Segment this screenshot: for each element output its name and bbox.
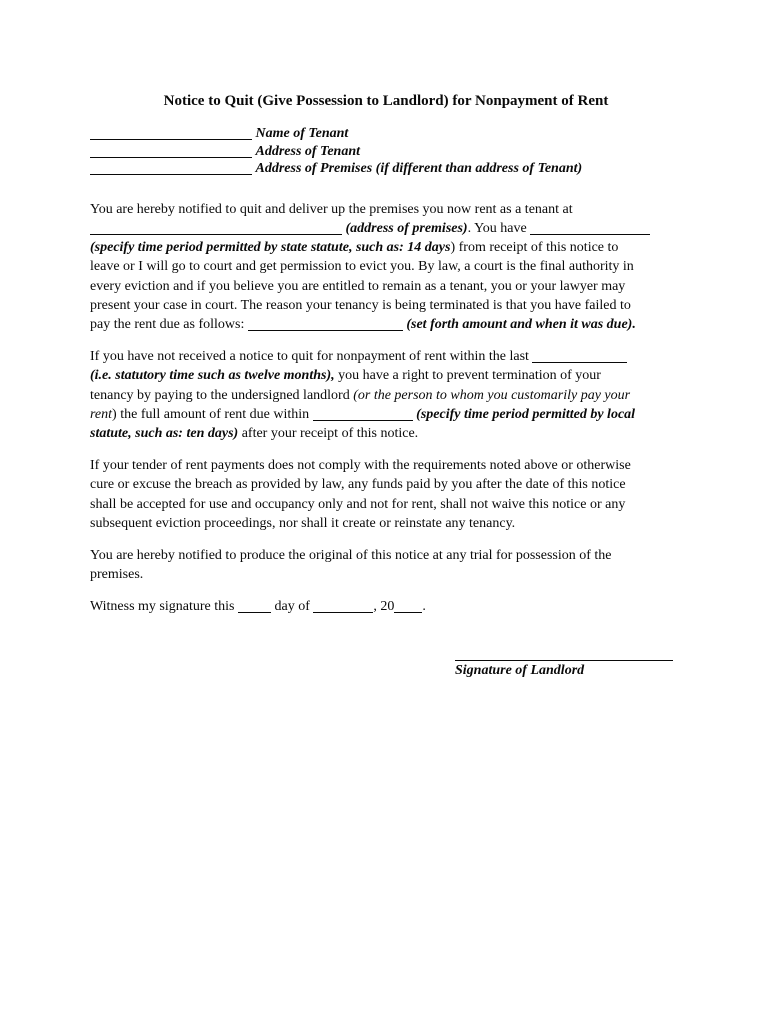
text-run: ) from receipt of this notice to bbox=[450, 240, 619, 256]
text-run: statute, such as: ten days) bbox=[90, 426, 239, 442]
blank-field bbox=[90, 127, 252, 140]
text-run: . bbox=[422, 598, 426, 614]
blank-field bbox=[238, 600, 271, 613]
blank-field bbox=[532, 350, 627, 363]
paragraph bbox=[90, 200, 682, 335]
paragraph bbox=[90, 546, 682, 585]
tenant-line-label: Address of Tenant bbox=[255, 143, 361, 159]
blank-field bbox=[90, 162, 252, 175]
text-line bbox=[90, 296, 682, 315]
text-line bbox=[90, 238, 682, 257]
text-run: tenancy by paying to the undersigned landlord bbox=[90, 387, 354, 403]
signature-label: Signature of Landlord bbox=[455, 663, 585, 679]
text-run: rent bbox=[90, 406, 113, 422]
text-line bbox=[90, 347, 682, 366]
text-line bbox=[90, 257, 682, 276]
tenant-line bbox=[90, 143, 682, 161]
blank-field bbox=[530, 222, 650, 235]
text-run: (specify time period permitted by state statute, such as: 14 days bbox=[90, 240, 451, 256]
text-run: pay the rent due as follows: bbox=[90, 317, 248, 333]
text-line bbox=[90, 277, 682, 296]
witness-line bbox=[90, 597, 682, 616]
text-run: (i.e. statutory time such as twelve months), bbox=[90, 368, 335, 384]
text-line bbox=[90, 597, 682, 616]
text-run: You are hereby notified to quit and deliver up the premises you now rent as a tenant at bbox=[90, 201, 573, 217]
text-line bbox=[90, 565, 682, 584]
text-run: Witness my signature this bbox=[90, 598, 238, 614]
text-run: (address of premises) bbox=[345, 220, 468, 236]
text-run: ) the full amount of rent due within bbox=[112, 406, 313, 422]
text-line bbox=[90, 424, 682, 443]
signature-block bbox=[455, 660, 673, 680]
text-line bbox=[90, 475, 682, 494]
blank-field bbox=[313, 600, 373, 613]
text-run: You are hereby notified to produce the original of this notice at any trial for possession of the bbox=[90, 547, 612, 563]
text-run: subsequent eviction proceedings, nor shall it create or reinstate any tenancy. bbox=[90, 515, 516, 531]
blank-field bbox=[394, 600, 422, 613]
text-line bbox=[90, 366, 682, 385]
text-run: premises. bbox=[90, 567, 144, 583]
text-run: leave or I will go to court and get permission to evict you. By law, a court is the final authority in bbox=[90, 259, 634, 275]
blank-field bbox=[90, 222, 342, 235]
blank-field bbox=[90, 145, 252, 158]
text-line bbox=[90, 386, 682, 405]
text-run: If you have not received a notice to quit for nonpayment of rent within the last bbox=[90, 349, 533, 365]
text-line bbox=[90, 315, 682, 334]
text-line bbox=[90, 495, 682, 514]
tenant-info-block bbox=[90, 125, 682, 178]
blank-field bbox=[248, 318, 403, 331]
text-run: you have a right to prevent termination of your bbox=[334, 368, 601, 384]
tenant-line bbox=[90, 160, 682, 178]
document-body bbox=[90, 200, 682, 617]
paragraph bbox=[90, 456, 682, 533]
text-run: after your receipt of this notice. bbox=[238, 426, 419, 442]
tenant-line-label: Name of Tenant bbox=[255, 126, 349, 141]
tenant-line bbox=[90, 125, 682, 143]
document-title: Notice to Quit (Give Possession to Landlord) for Nonpayment of Rent bbox=[163, 93, 609, 109]
text-run: day of bbox=[270, 598, 314, 614]
text-run: shall be accepted for use and occupancy only and not for rent, shall not waive this notice or any bbox=[90, 496, 626, 512]
tenant-line-label: Address of Premises (if different than address of Tenant) bbox=[255, 161, 583, 176]
text-run: cure or excuse the breach as provided by law, any funds paid by you after the date of this notice bbox=[90, 477, 626, 493]
text-run: . You have bbox=[467, 220, 531, 236]
blank-field bbox=[313, 408, 413, 421]
text-line bbox=[90, 200, 682, 219]
text-run: , 20 bbox=[373, 598, 395, 614]
text-run: present your case in court. The reason your tenancy is being terminated is that you have failed to bbox=[90, 297, 631, 313]
text-line bbox=[90, 405, 682, 424]
text-run: (specify time period permitted by local bbox=[416, 406, 636, 422]
text-line bbox=[90, 456, 682, 475]
text-run: every eviction and if you believe you are entitled to remain as a tenant, you or your lawyer may bbox=[90, 278, 626, 294]
text-run: (or the person to whom you customarily pay your bbox=[353, 387, 631, 403]
text-line bbox=[90, 514, 682, 533]
text-line bbox=[90, 219, 682, 238]
text-run: If your tender of rent payments does not comply with the requirements noted above or otherwise bbox=[90, 458, 631, 474]
paragraph bbox=[90, 347, 682, 443]
text-run: (set forth amount and when it was due). bbox=[406, 317, 636, 333]
text-line bbox=[90, 546, 682, 565]
